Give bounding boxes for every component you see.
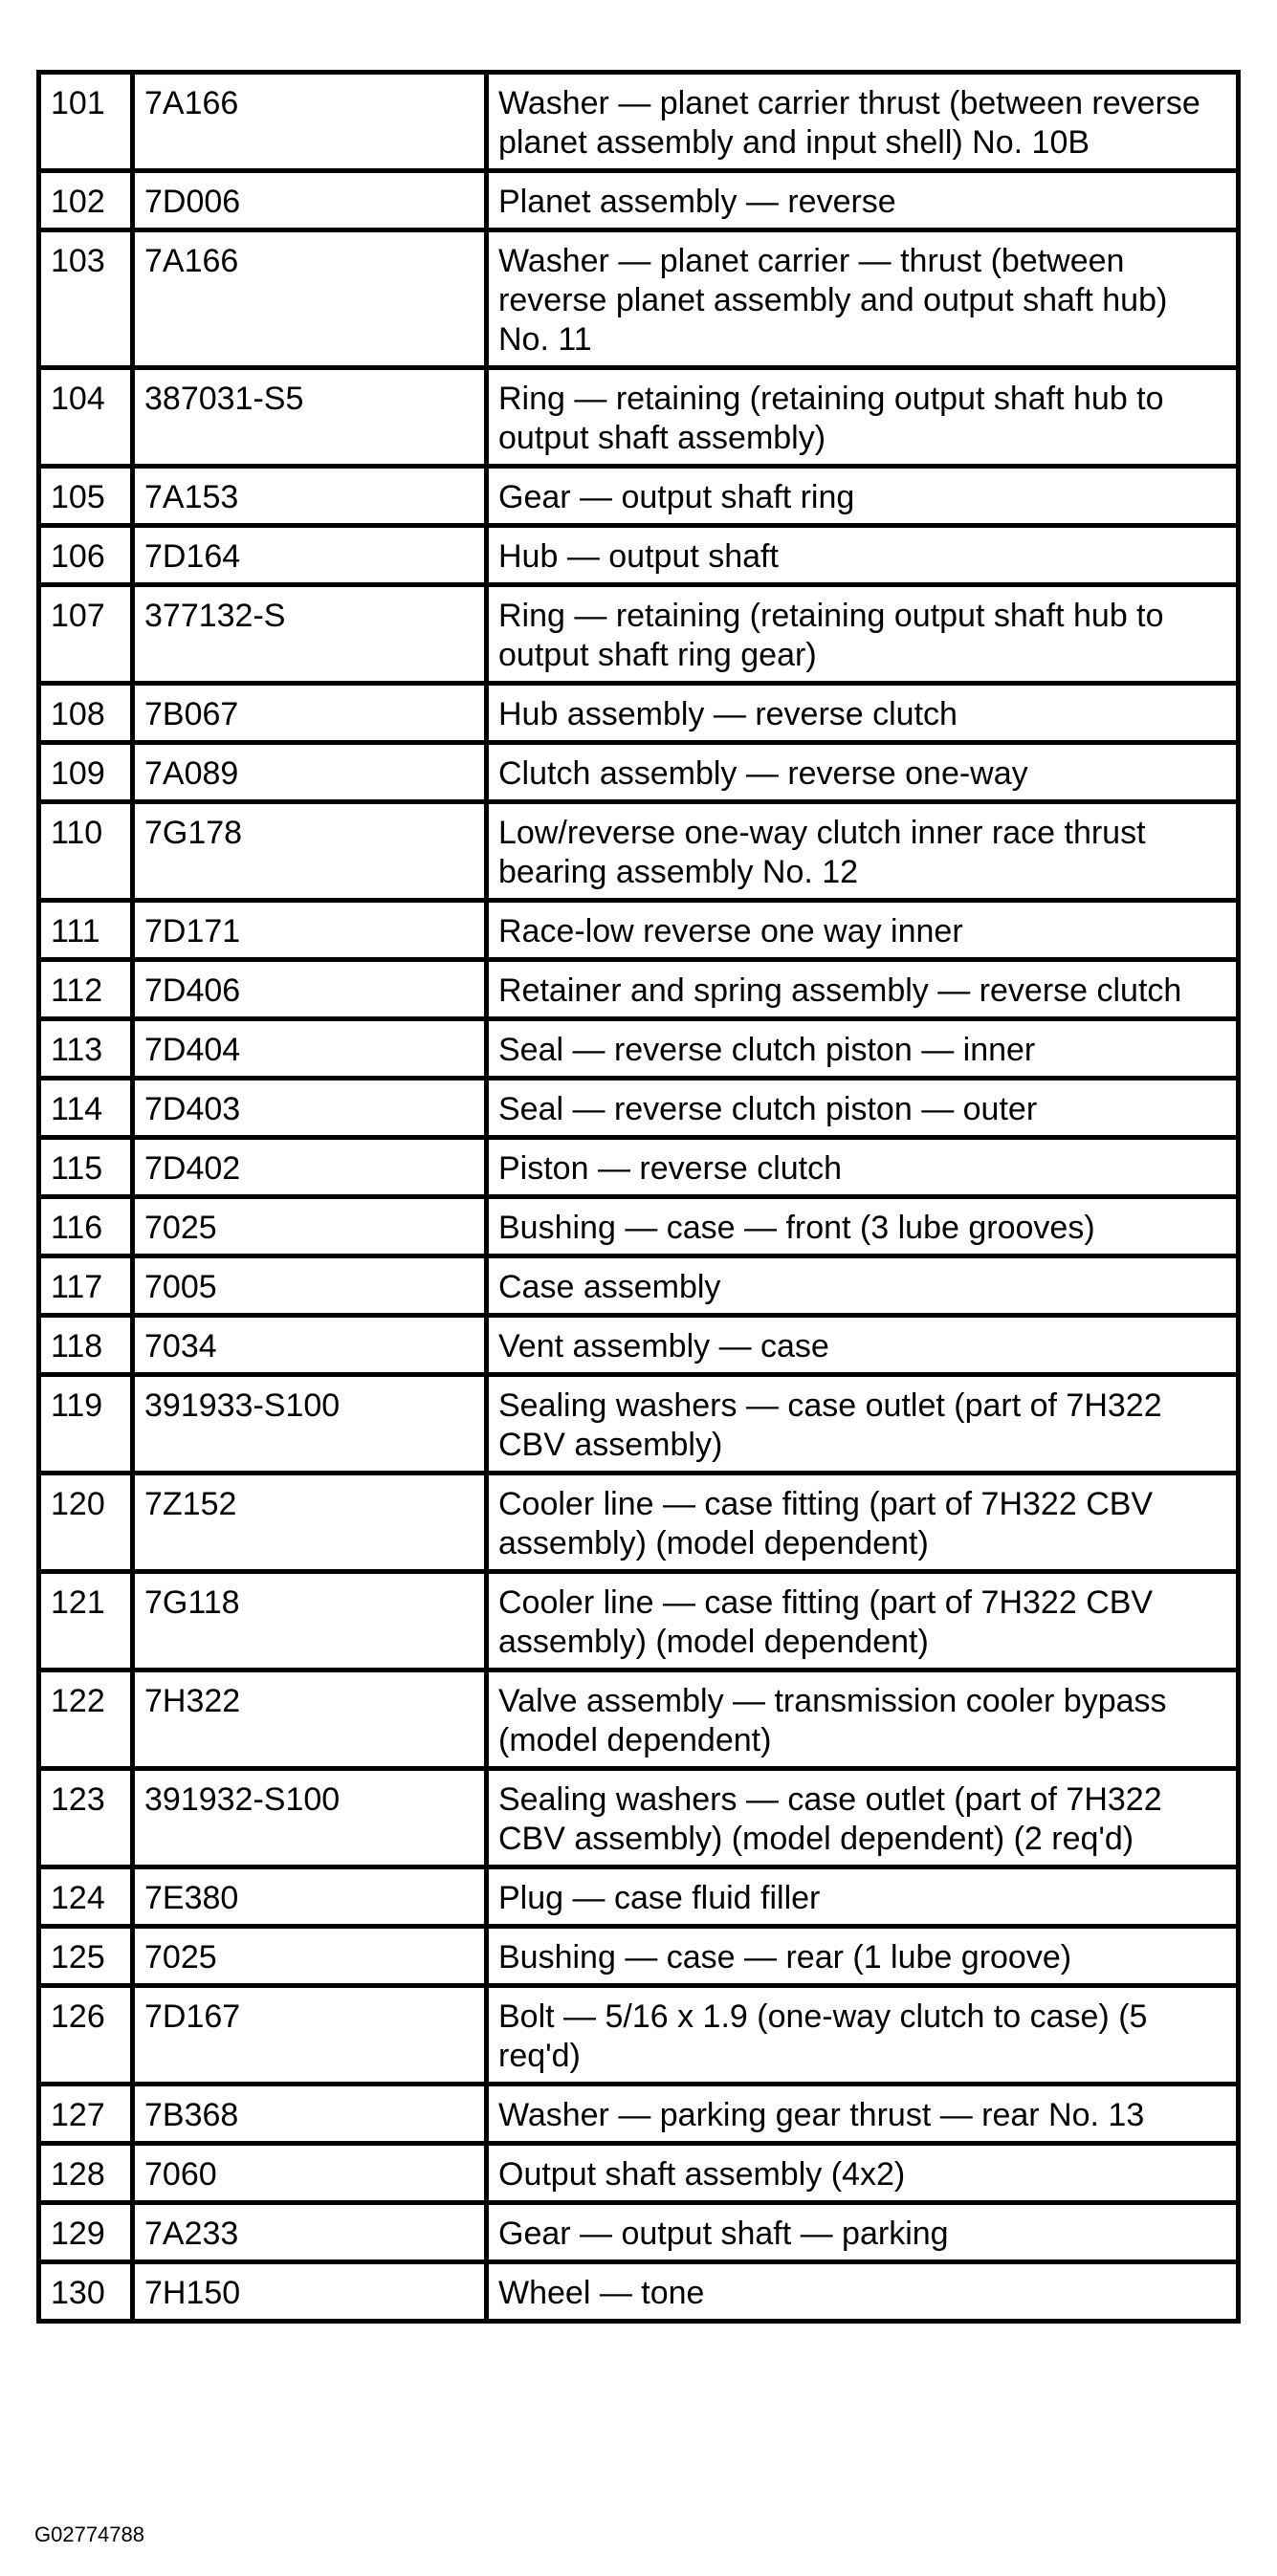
table-row [39, 960, 1239, 1019]
part-number-cell: 7D404 [133, 1019, 487, 1079]
part-number-cell: 7034 [133, 1316, 487, 1375]
table-row [39, 1927, 1239, 1986]
description-cell: Bushing — case — front (3 lube grooves) [487, 1197, 1239, 1256]
item-number-cell: 109 [39, 743, 133, 802]
item-number-cell: 126 [39, 1986, 133, 2085]
description-cell: Valve assembly — transmission cooler bypass (model dependent) [487, 1670, 1239, 1769]
table-row [39, 368, 1239, 467]
item-number-cell: 111 [39, 901, 133, 960]
item-number-cell: 102 [39, 171, 133, 230]
description-cell: Sealing washers — case outlet (part of 7H322 CBV assembly) (model dependent) (2 req'd) [487, 1769, 1239, 1867]
table-row [39, 684, 1239, 743]
table-row [39, 230, 1239, 368]
table-row [39, 1769, 1239, 1867]
description-cell: Seal — reverse clutch piston — outer [487, 1079, 1239, 1138]
description-cell: Bushing — case — rear (1 lube groove) [487, 1927, 1239, 1986]
table-row [39, 171, 1239, 230]
description-cell: Cooler line — case fitting (part of 7H322 CBV assembly) (model dependent) [487, 1474, 1239, 1572]
item-number-cell: 127 [39, 2085, 133, 2144]
item-number-cell: 114 [39, 1079, 133, 1138]
part-number-cell: 7060 [133, 2144, 487, 2203]
part-number-cell: 7D402 [133, 1138, 487, 1197]
item-number-cell: 107 [39, 585, 133, 684]
table-row [39, 1867, 1239, 1927]
table-row [39, 802, 1239, 901]
part-number-cell: 7D164 [133, 526, 487, 585]
item-number-cell: 103 [39, 230, 133, 368]
item-number-cell: 128 [39, 2144, 133, 2203]
item-number-cell: 113 [39, 1019, 133, 1079]
part-number-cell: 7D171 [133, 901, 487, 960]
part-number-cell: 7A233 [133, 2203, 487, 2262]
table-row [39, 1572, 1239, 1670]
description-cell: Cooler line — case fitting (part of 7H322 CBV assembly) (model dependent) [487, 1572, 1239, 1670]
table-row [39, 1670, 1239, 1769]
description-cell: Bolt — 5/16 x 1.9 (one-way clutch to case) (5 req'd) [487, 1986, 1239, 2085]
table-row [39, 1019, 1239, 1079]
part-number-cell: 7A089 [133, 743, 487, 802]
part-number-cell: 377132-S [133, 585, 487, 684]
table-row [39, 2262, 1239, 2322]
table-row [39, 901, 1239, 960]
table-row [39, 1986, 1239, 2085]
description-cell: Gear — output shaft ring [487, 467, 1239, 526]
description-cell: Washer — planet carrier — thrust (between reverse planet assembly and output shaft hub) No. 11 [487, 230, 1239, 368]
table-row [39, 2144, 1239, 2203]
description-cell: Piston — reverse clutch [487, 1138, 1239, 1197]
description-cell: Washer — planet carrier thrust (between reverse planet assembly and input shell) No. 10B [487, 73, 1239, 171]
description-cell: Wheel — tone [487, 2262, 1239, 2322]
item-number-cell: 129 [39, 2203, 133, 2262]
description-cell: Washer — parking gear thrust — rear No. 13 [487, 2085, 1239, 2144]
table-row [39, 1474, 1239, 1572]
part-number-cell: 7D406 [133, 960, 487, 1019]
description-cell: Case assembly [487, 1256, 1239, 1316]
description-cell: Planet assembly — reverse [487, 171, 1239, 230]
description-cell: Hub assembly — reverse clutch [487, 684, 1239, 743]
part-number-cell: 7025 [133, 1927, 487, 1986]
item-number-cell: 101 [39, 73, 133, 171]
item-number-cell: 119 [39, 1375, 133, 1474]
item-number-cell: 130 [39, 2262, 133, 2322]
part-number-cell: 7D167 [133, 1986, 487, 2085]
item-number-cell: 104 [39, 368, 133, 467]
item-number-cell: 108 [39, 684, 133, 743]
description-cell: Vent assembly — case [487, 1316, 1239, 1375]
part-number-cell: 391932-S100 [133, 1769, 487, 1867]
part-number-cell: 7B368 [133, 2085, 487, 2144]
part-number-cell: 7G178 [133, 802, 487, 901]
description-cell: Seal — reverse clutch piston — inner [487, 1019, 1239, 1079]
table-row [39, 2085, 1239, 2144]
description-cell: Sealing washers — case outlet (part of 7H322 CBV assembly) [487, 1375, 1239, 1474]
part-number-cell: 7005 [133, 1256, 487, 1316]
description-cell: Hub — output shaft [487, 526, 1239, 585]
parts-table-body [39, 73, 1239, 2322]
part-number-cell: 7H322 [133, 1670, 487, 1769]
item-number-cell: 125 [39, 1927, 133, 1986]
description-cell: Ring — retaining (retaining output shaft hub to output shaft assembly) [487, 368, 1239, 467]
table-row [39, 1316, 1239, 1375]
table-row [39, 585, 1239, 684]
item-number-cell: 110 [39, 802, 133, 901]
part-number-cell: 7Z152 [133, 1474, 487, 1572]
description-cell: Output shaft assembly (4x2) [487, 2144, 1239, 2203]
part-number-cell: 7A153 [133, 467, 487, 526]
figure-id-label: G02774788 [34, 2522, 144, 2546]
table-row [39, 526, 1239, 585]
part-number-cell: 7G118 [133, 1572, 487, 1670]
description-cell: Clutch assembly — reverse one-way [487, 743, 1239, 802]
part-number-cell: 7A166 [133, 73, 487, 171]
part-number-cell: 7H150 [133, 2262, 487, 2322]
item-number-cell: 116 [39, 1197, 133, 1256]
part-number-cell: 7B067 [133, 684, 487, 743]
part-number-cell: 391933-S100 [133, 1375, 487, 1474]
item-number-cell: 124 [39, 1867, 133, 1927]
description-cell: Low/reverse one-way clutch inner race thrust bearing assembly No. 12 [487, 802, 1239, 901]
table-row [39, 1197, 1239, 1256]
table-row [39, 1256, 1239, 1316]
description-cell: Ring — retaining (retaining output shaft hub to output shaft ring gear) [487, 585, 1239, 684]
item-number-cell: 105 [39, 467, 133, 526]
item-number-cell: 123 [39, 1769, 133, 1867]
description-cell: Retainer and spring assembly — reverse clutch [487, 960, 1239, 1019]
item-number-cell: 120 [39, 1474, 133, 1572]
part-number-cell: 7E380 [133, 1867, 487, 1927]
part-number-cell: 387031-S5 [133, 368, 487, 467]
description-cell: Plug — case fluid filler [487, 1867, 1239, 1927]
description-cell: Race-low reverse one way inner [487, 901, 1239, 960]
part-number-cell: 7D006 [133, 171, 487, 230]
item-number-cell: 117 [39, 1256, 133, 1316]
parts-table [36, 70, 1241, 2324]
table-row [39, 2203, 1239, 2262]
table-row [39, 1138, 1239, 1197]
part-number-cell: 7A166 [133, 230, 487, 368]
item-number-cell: 118 [39, 1316, 133, 1375]
item-number-cell: 106 [39, 526, 133, 585]
table-row [39, 1375, 1239, 1474]
item-number-cell: 122 [39, 1670, 133, 1769]
description-cell: Gear — output shaft — parking [487, 2203, 1239, 2262]
item-number-cell: 121 [39, 1572, 133, 1670]
table-row [39, 467, 1239, 526]
item-number-cell: 115 [39, 1138, 133, 1197]
table-row [39, 73, 1239, 171]
table-row [39, 1079, 1239, 1138]
item-number-cell: 112 [39, 960, 133, 1019]
table-row [39, 743, 1239, 802]
part-number-cell: 7D403 [133, 1079, 487, 1138]
part-number-cell: 7025 [133, 1197, 487, 1256]
